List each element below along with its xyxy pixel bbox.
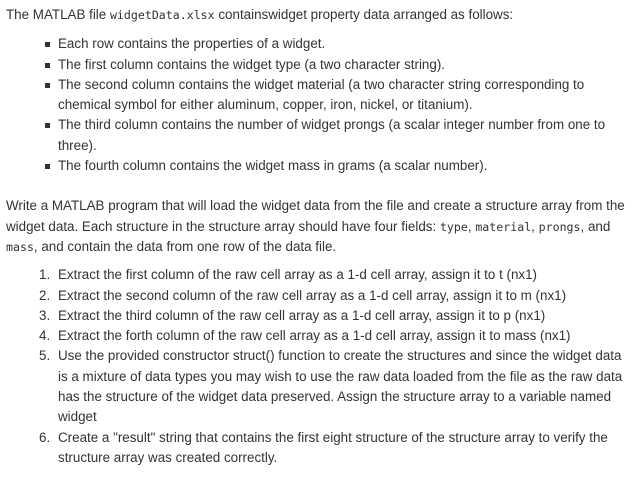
intro-paragraph [6,5,631,25]
intro-prefix: The MATLAB file [6,7,110,22]
list-item [39,346,631,427]
step-text: Extract the first column of the raw cell array as a 1-d cell array, assign it to t (nx1) [58,267,538,283]
list-item [39,265,631,285]
field-separator: , [531,218,539,234]
field-mass: mass [6,239,34,254]
step-number: 5. [39,348,51,364]
step-number: 6. [39,429,51,445]
step-text: Extract the forth column of the raw cell array as a 1-d cell array, assign it to mass (nx1) [58,328,571,344]
property-list [6,34,631,176]
list-item: The fourth column contains the widget mass in grams (a scalar number). [58,156,631,176]
steps-list [6,265,631,468]
field-prongs: prongs [538,219,581,234]
list-item: Each row contains the properties of a widget. [58,34,631,54]
intro-suffix: containswidget property data arranged as follows: [214,7,514,22]
filename: widgetData.xlsx [109,8,215,22]
task-text: Write a MATLAB program that will load the widget data from the file and create a structure array from the widget data. Each structure in the structure array should have four fields: [6,198,625,234]
task-text-end: , and contain the data from one row of the data file. [33,238,337,254]
list-item: The first column contains the widget type (a two character string). [58,55,631,75]
field-type: type [439,219,468,234]
step-text: Extract the third column of the raw cell array as a 1-d cell array, assign it to p (nx1) [58,307,546,323]
list-item [39,306,631,326]
step-text: Create a "result" string that contains the first eight structure of the structure array to verify the structure array was created correctly. [58,429,608,465]
list-item [39,428,631,469]
step-number: 3. [39,307,51,323]
list-item: The third column contains the number of widget prongs (a scalar integer number from one to three). [58,115,631,156]
list-item: The second column contains the widget material (a two character string corresponding to chemical symbol for either aluminum, copper, iron, nickel, or titanium). [58,75,631,116]
field-separator: , [467,218,472,234]
step-number: 1. [39,267,51,283]
step-text: Extract the second column of the raw cell array as a 1-d cell array, assign it to m (nx1) [58,287,567,303]
list-item [39,286,631,306]
task-paragraph [6,196,631,257]
step-number: 4. [39,328,51,344]
step-number: 2. [39,287,51,303]
list-item [39,326,631,346]
step-text: Use the provided constructor struct() function to create the structures and since the widget data is a mixture of data types you may wish to use the raw data loaded from the file as the raw data has the structure of the widget data preserved. Assign the structure array to a variable named widget [58,348,623,425]
field-separator: , and [580,218,611,234]
field-material: material [475,219,532,234]
